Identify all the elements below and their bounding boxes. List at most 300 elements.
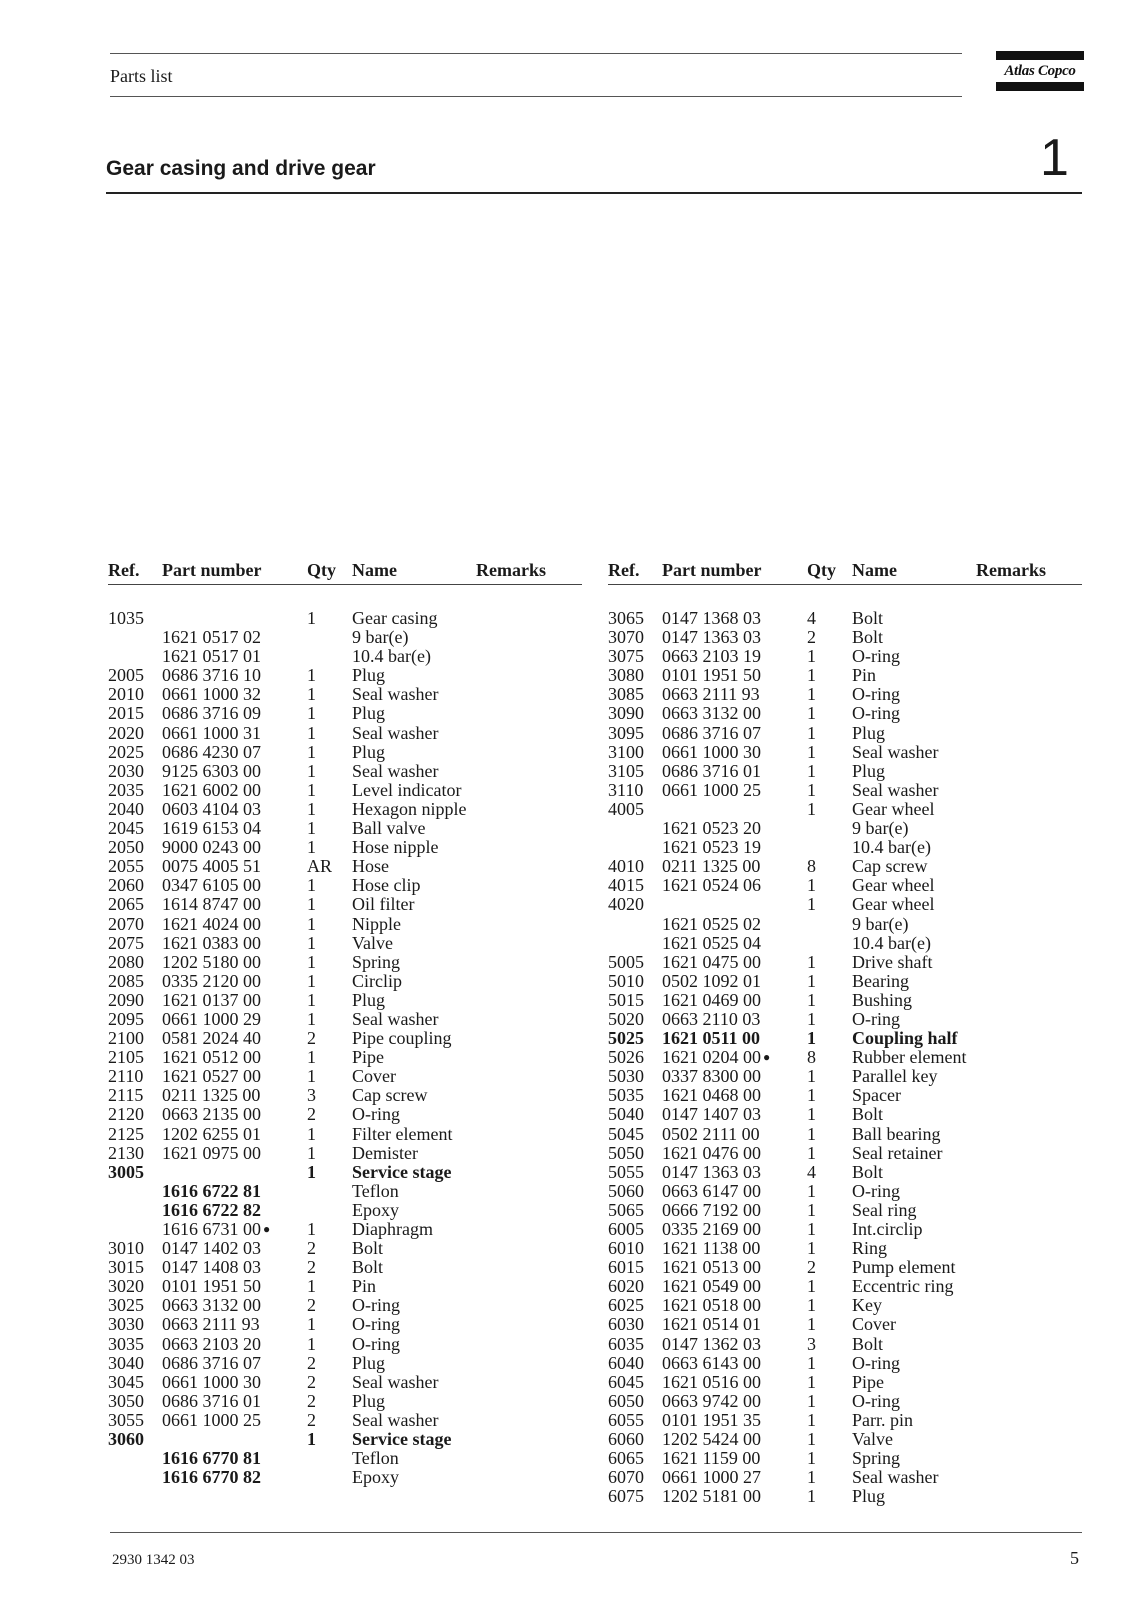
header-qty: Qty: [307, 560, 336, 580]
table-row: [108, 1201, 582, 1220]
qty-cell: 1: [307, 703, 316, 724]
qty-cell: 1: [307, 741, 316, 762]
part-number-cell: 1616 6731 00 ●: [162, 1219, 271, 1239]
qty-cell: 4: [807, 608, 816, 628]
remarks-cell: [476, 1468, 582, 1487]
table-row: [108, 724, 582, 743]
remarks-cell: [976, 1086, 1082, 1105]
qty-cell: 1: [807, 1066, 816, 1087]
name-cell: Seal washer: [352, 684, 439, 705]
part-number-cell: 1621 1159 00: [662, 1448, 761, 1469]
part-number-cell: 9000 0243 00: [162, 837, 261, 858]
ref-cell: 3040: [108, 1352, 144, 1373]
part-number-cell: 1621 0512 00: [162, 1047, 261, 1068]
table-row: [608, 628, 1082, 647]
ref-cell: 6045: [608, 1371, 644, 1392]
header-qty: Qty: [807, 560, 836, 580]
ref-cell: 5050: [608, 1142, 644, 1163]
ref-cell: 6025: [608, 1295, 644, 1316]
bullet-marker: ●: [763, 1050, 771, 1065]
ref-cell: 4020: [608, 894, 644, 915]
qty-cell: 1: [307, 818, 316, 839]
header-top-rule: [110, 53, 962, 54]
name-cell: Pin: [352, 1276, 377, 1297]
ref-cell: [608, 819, 662, 838]
qty-cell: 1: [307, 837, 316, 858]
table-row: [608, 1392, 1082, 1411]
ref-cell: 2050: [108, 837, 144, 858]
part-number-cell: 1621 1138 00: [662, 1238, 761, 1259]
name-cell: 10.4 bar(e): [852, 932, 931, 953]
part-number-cell: [162, 609, 307, 628]
qty-cell: 1: [307, 875, 316, 896]
ref-cell: 3005: [108, 1161, 144, 1182]
table-row: [608, 1201, 1082, 1220]
ref-cell: 6010: [608, 1238, 644, 1259]
ref-cell: 6030: [608, 1314, 644, 1335]
qty-cell: 1: [307, 1142, 316, 1163]
qty-cell: 1: [307, 1161, 316, 1182]
name-cell: Coupling half: [852, 1028, 958, 1049]
ref-cell: 3035: [108, 1333, 144, 1354]
name-cell: Service stage: [352, 1161, 452, 1182]
qty-cell: 1: [307, 1314, 316, 1335]
table-row: [608, 838, 1082, 857]
table-row: [608, 647, 1082, 666]
table-row: [108, 609, 582, 628]
remarks-cell: [976, 1029, 1082, 1048]
name-cell: Nipple: [352, 913, 401, 934]
ref-cell: 5060: [608, 1180, 644, 1201]
ref-cell: 2015: [108, 703, 144, 724]
qty-cell: 1: [307, 798, 316, 819]
ref-cell: 2020: [108, 722, 144, 743]
part-number-cell: 0347 6105 00: [162, 875, 261, 896]
qty-cell: [307, 1468, 352, 1487]
table-row: [608, 1144, 1082, 1163]
qty-cell: [307, 1182, 352, 1201]
part-number-cell: 0661 1000 32: [162, 684, 261, 705]
remarks-cell: [476, 1125, 582, 1144]
qty-cell: 1: [807, 1199, 816, 1220]
part-number-cell: 1616 6722 82: [162, 1199, 261, 1220]
name-cell: Bolt: [852, 1333, 884, 1354]
table-row: [108, 1335, 582, 1354]
qty-cell: 1: [807, 1123, 816, 1144]
remarks-cell: [976, 647, 1082, 666]
part-number-cell: 0661 1000 25: [662, 779, 761, 800]
qty-cell: 1: [307, 684, 316, 705]
ref-cell: 6050: [608, 1390, 644, 1411]
remarks-cell: [476, 685, 582, 704]
name-cell: Epoxy: [352, 1199, 399, 1220]
table-row: [108, 1277, 582, 1296]
name-cell: Hose nipple: [352, 837, 439, 858]
part-number-cell: 0075 4005 51: [162, 856, 261, 877]
name-cell: Seal washer: [352, 722, 439, 743]
remarks-cell: [476, 895, 582, 914]
ref-cell: 5035: [608, 1085, 644, 1106]
table-row: [608, 666, 1082, 685]
part-number-cell: 1621 0476 00: [662, 1142, 761, 1163]
table-row: [108, 685, 582, 704]
remarks-cell: [476, 819, 582, 838]
ref-cell: 3025: [108, 1295, 144, 1316]
remarks-cell: [476, 1144, 582, 1163]
table-row: [108, 1392, 582, 1411]
name-cell: Cover: [852, 1314, 896, 1335]
remarks-cell: [476, 1258, 582, 1277]
table-row: [608, 1258, 1082, 1277]
qty-cell: 1: [807, 1028, 816, 1049]
qty-cell: 1: [307, 760, 316, 781]
part-number-cell: 1616 6722 81: [162, 1180, 261, 1201]
qty-cell: AR: [307, 856, 333, 877]
name-cell: Eccentric ring: [852, 1276, 954, 1297]
name-cell: Plug: [352, 665, 386, 686]
part-number-cell: 0211 1325 00: [662, 856, 761, 877]
table-row: [108, 781, 582, 800]
ref-cell: 5010: [608, 970, 644, 991]
part-number-cell: 1202 5424 00: [662, 1429, 761, 1450]
ref-cell: 2005: [108, 665, 144, 686]
name-cell: Seal ring: [852, 1199, 917, 1220]
remarks-cell: [976, 1373, 1082, 1392]
page-title: Gear casing and drive gear: [106, 157, 376, 180]
name-cell: Seal washer: [352, 1371, 439, 1392]
header-name: Name: [352, 560, 397, 580]
ref-cell: 4015: [608, 875, 644, 896]
name-cell: Plug: [352, 989, 386, 1010]
ref-cell: 2105: [108, 1047, 144, 1068]
remarks-cell: [976, 1105, 1082, 1124]
table-row: [108, 1182, 582, 1201]
name-cell: Drive shaft: [852, 951, 933, 972]
qty-cell: 1: [307, 913, 316, 934]
remarks-cell: [976, 781, 1082, 800]
table-row: [608, 1468, 1082, 1487]
qty-cell: 2: [307, 1295, 316, 1316]
remarks-cell: [976, 1315, 1082, 1334]
ref-cell: 2055: [108, 856, 144, 877]
qty-cell: 1: [807, 798, 816, 819]
table-row: [108, 1048, 582, 1067]
part-number-cell: 0661 1000 30: [662, 741, 761, 762]
parts-table-right: [608, 558, 1082, 1506]
remarks-cell: [976, 1010, 1082, 1029]
table-row: [608, 1296, 1082, 1315]
table-row: [608, 1182, 1082, 1201]
part-number-cell: 0663 6143 00: [662, 1352, 761, 1373]
table-row: [108, 1067, 582, 1086]
bullet-marker: ●: [263, 1222, 271, 1236]
table-row: [108, 1010, 582, 1029]
remarks-cell: [476, 647, 582, 666]
name-cell: Ball valve: [352, 818, 426, 839]
qty-cell: 1: [807, 1352, 816, 1373]
name-cell: Valve: [352, 932, 393, 953]
remarks-cell: [976, 743, 1082, 762]
remarks-cell: [476, 1220, 582, 1239]
name-cell: O-ring: [352, 1314, 400, 1335]
ref-cell: 2035: [108, 779, 144, 800]
remarks-cell: [976, 666, 1082, 685]
remarks-cell: [976, 1296, 1082, 1315]
table-row: [108, 1163, 582, 1182]
part-number-cell: 0666 7192 00: [662, 1199, 761, 1220]
remarks-cell: [476, 1315, 582, 1334]
table-row: [108, 1239, 582, 1258]
name-cell: Bolt: [852, 1161, 884, 1182]
ref-cell: 3080: [608, 665, 644, 686]
qty-cell: 1: [807, 1295, 816, 1316]
remarks-cell: [476, 1373, 582, 1392]
qty-cell: 2: [307, 1371, 316, 1392]
qty-cell: 8: [807, 856, 816, 877]
remarks-cell: [476, 1105, 582, 1124]
qty-cell: 1: [307, 1333, 316, 1354]
qty-cell: 1: [807, 1429, 816, 1450]
ref-cell: 3055: [108, 1409, 144, 1430]
part-number-cell: 0661 1000 25: [162, 1409, 261, 1430]
ref-cell: 3020: [108, 1276, 144, 1297]
name-cell: Plug: [352, 741, 386, 762]
table-row: [108, 934, 582, 953]
qty-cell: 1: [807, 1409, 816, 1430]
table-row: [608, 1048, 1082, 1067]
name-cell: Oil filter: [352, 894, 415, 915]
name-cell: Pipe: [852, 1371, 885, 1392]
qty-cell: 1: [807, 684, 816, 705]
part-number-cell: 0663 2135 00: [162, 1104, 261, 1125]
part-number-cell: 1621 0527 00: [162, 1066, 261, 1087]
qty-cell: 1: [807, 1219, 816, 1239]
qty-cell: 3: [807, 1333, 816, 1354]
part-number-cell: [662, 800, 807, 819]
ref-cell: [108, 1201, 162, 1220]
atlas-copco-logo: [996, 51, 1084, 91]
remarks-cell: [476, 1296, 582, 1315]
name-cell: Teflon: [352, 1180, 399, 1201]
name-cell: Pump element: [852, 1257, 956, 1278]
remarks-cell: [476, 1201, 582, 1220]
remarks-cell: [976, 628, 1082, 647]
ref-cell: 3095: [608, 722, 644, 743]
name-cell: O-ring: [852, 1008, 900, 1029]
ref-cell: [608, 915, 662, 934]
ref-cell: 3085: [608, 684, 644, 705]
qty-cell: 2: [807, 627, 816, 648]
part-number-cell: 0661 1000 31: [162, 722, 261, 743]
name-cell: O-ring: [852, 684, 900, 705]
qty-cell: 1: [307, 1276, 316, 1297]
ref-cell: 5065: [608, 1199, 644, 1220]
part-number-cell: 0147 1362 03: [662, 1333, 761, 1354]
remarks-cell: [476, 1430, 582, 1449]
part-number-cell: 1621 0975 00: [162, 1142, 261, 1163]
table-row: [108, 1258, 582, 1277]
table-row: [608, 724, 1082, 743]
ref-cell: [108, 1220, 162, 1239]
part-number-cell: [662, 895, 807, 914]
name-cell: 9 bar(e): [852, 913, 909, 934]
remarks-cell: [476, 1029, 582, 1048]
table-row: [608, 895, 1082, 914]
qty-cell: 1: [807, 741, 816, 762]
part-number-cell: 0101 1951 50: [662, 665, 761, 686]
ref-cell: 6015: [608, 1257, 644, 1278]
table-row: [108, 1373, 582, 1392]
table-row: [608, 1449, 1082, 1468]
ref-cell: 6065: [608, 1448, 644, 1469]
footer-rule: [110, 1532, 1082, 1533]
remarks-cell: [476, 1239, 582, 1258]
table-row: [108, 972, 582, 991]
table-row: [608, 743, 1082, 762]
table-row: [108, 1086, 582, 1105]
part-number-cell: 1621 0468 00: [662, 1085, 761, 1106]
part-number-cell: 0581 2024 40: [162, 1028, 261, 1049]
ref-cell: 2090: [108, 989, 144, 1010]
header-remarks: Remarks: [976, 560, 1046, 580]
qty-cell: 1: [807, 951, 816, 972]
qty-cell: 1: [807, 875, 816, 896]
ref-cell: [108, 1468, 162, 1487]
name-cell: Hexagon nipple: [352, 798, 467, 819]
name-cell: Gear casing: [352, 608, 438, 628]
part-number-cell: 1202 5180 00: [162, 951, 261, 972]
name-cell: Seal retainer: [852, 1142, 943, 1163]
part-number-cell: 0335 2169 00: [662, 1219, 761, 1239]
ref-cell: 2025: [108, 741, 144, 762]
table-row: [108, 1354, 582, 1373]
part-number-cell: 1616 6770 82: [162, 1467, 261, 1488]
ref-cell: 2075: [108, 932, 144, 953]
name-cell: Seal washer: [352, 760, 439, 781]
ref-cell: [108, 647, 162, 666]
remarks-cell: [476, 762, 582, 781]
qty-cell: 1: [307, 779, 316, 800]
qty-cell: [307, 1449, 352, 1468]
header-ref: Ref.: [108, 560, 140, 580]
ref-cell: 3050: [108, 1390, 144, 1411]
name-cell: Seal washer: [352, 1409, 439, 1430]
qty-cell: 1: [807, 1467, 816, 1488]
qty-cell: 1: [307, 989, 316, 1010]
name-cell: O-ring: [852, 1180, 900, 1201]
ref-cell: 2030: [108, 760, 144, 781]
remarks-cell: [976, 1487, 1082, 1506]
table-row: [108, 915, 582, 934]
part-number-cell: 0686 4230 07: [162, 741, 261, 762]
part-number-cell: 0686 3716 09: [162, 703, 261, 724]
part-number-cell: 0147 1402 03: [162, 1238, 261, 1259]
qty-cell: 1: [307, 1066, 316, 1087]
ref-cell: 5026: [608, 1047, 644, 1068]
part-number-cell: 1621 0517 02: [162, 627, 261, 648]
part-number-cell: 0147 1408 03: [162, 1257, 261, 1278]
remarks-cell: [476, 1335, 582, 1354]
part-number-cell: 0663 2111 93: [662, 684, 760, 705]
remarks-cell: [476, 1354, 582, 1373]
name-cell: Pipe coupling: [352, 1028, 452, 1049]
table-row: [108, 762, 582, 781]
qty-cell: 1: [807, 894, 816, 915]
remarks-cell: [476, 1163, 582, 1182]
part-number-cell: 1621 0475 00: [662, 951, 761, 972]
name-cell: Demister: [352, 1142, 418, 1163]
remarks-cell: [976, 1201, 1082, 1220]
ref-cell: [608, 838, 662, 857]
table-row: [608, 915, 1082, 934]
table-row: [608, 800, 1082, 819]
name-cell: Seal washer: [852, 1467, 939, 1488]
qty-cell: 2: [307, 1104, 316, 1125]
remarks-cell: [476, 1010, 582, 1029]
remarks-cell: [976, 1335, 1082, 1354]
name-cell: Gear wheel: [852, 798, 935, 819]
part-number-cell: 1621 0524 06: [662, 875, 761, 896]
header-remarks: Remarks: [476, 560, 546, 580]
table-row: [608, 1487, 1082, 1506]
name-cell: Pipe: [352, 1047, 385, 1068]
ref-cell: 2070: [108, 913, 144, 934]
remarks-cell: [476, 953, 582, 972]
qty-cell: 1: [307, 932, 316, 953]
part-number-cell: 1616 6770 81: [162, 1448, 261, 1469]
name-cell: Plug: [852, 760, 886, 781]
part-number-cell: 0663 6147 00: [662, 1180, 761, 1201]
part-number-cell: 0147 1363 03: [662, 1161, 761, 1182]
ref-cell: 1035: [108, 608, 144, 628]
remarks-cell: [476, 1411, 582, 1430]
remarks-cell: [976, 1468, 1082, 1487]
qty-cell: 1: [807, 1085, 816, 1106]
table-row: [108, 1430, 582, 1449]
remarks-cell: [976, 876, 1082, 895]
remarks-cell: [476, 1277, 582, 1296]
part-number-cell: 0147 1363 03: [662, 627, 761, 648]
remarks-cell: [476, 743, 582, 762]
name-cell: Hose clip: [352, 875, 421, 896]
qty-cell: 1: [307, 1047, 316, 1068]
remarks-cell: [976, 1125, 1082, 1144]
part-number-cell: [162, 1163, 307, 1182]
ref-cell: 3100: [608, 741, 644, 762]
ref-cell: [108, 1449, 162, 1468]
name-cell: Service stage: [352, 1429, 452, 1450]
table-row: [608, 1335, 1082, 1354]
ref-cell: [108, 628, 162, 647]
ref-cell: 5020: [608, 1008, 644, 1029]
remarks-cell: [976, 1449, 1082, 1468]
remarks-cell: [476, 972, 582, 991]
qty-cell: 1: [807, 1008, 816, 1029]
name-cell: O-ring: [352, 1295, 400, 1316]
table-row: [108, 628, 582, 647]
qty-cell: 1: [307, 665, 316, 686]
table-row: [108, 857, 582, 876]
qty-cell: 1: [807, 722, 816, 743]
table-row: [108, 819, 582, 838]
ref-cell: 2065: [108, 894, 144, 915]
remarks-cell: [976, 1411, 1082, 1430]
remarks-cell: [976, 1430, 1082, 1449]
part-number-cell: 1621 4024 00: [162, 913, 261, 934]
remarks-cell: [476, 609, 582, 628]
qty-cell: 2: [307, 1257, 316, 1278]
qty-cell: 1: [807, 1238, 816, 1259]
